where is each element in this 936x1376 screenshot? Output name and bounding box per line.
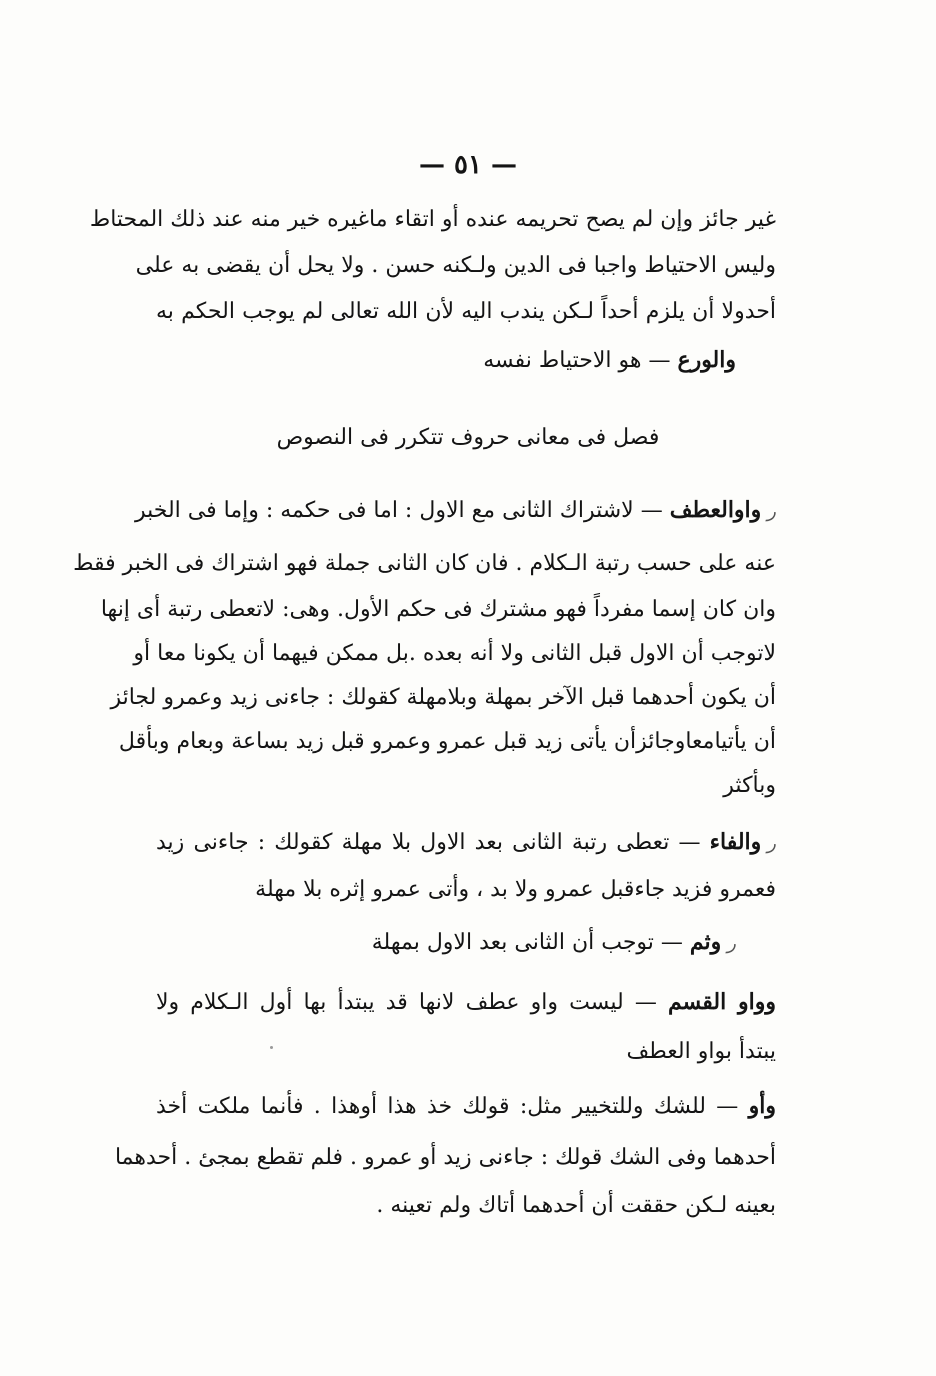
definition-text: — لاشتراك الثانى مع الاول : اما فى حكمه : وإما فى الخبر bbox=[134, 498, 670, 523]
text-line: غير جائز وإن لم يصح تحريمه عنده أو اتقاء ماغيره خير منه عند ذلك المحتاط bbox=[89, 207, 776, 232]
term-waw-qasam: وواو القسم bbox=[668, 989, 776, 1015]
text-line: لاتوجب أن الاول قبل الثانى ولا أنه بعده .بل ممكن فيهما أن يكونا معا أو bbox=[133, 641, 776, 666]
definition-text: — توجب أن الثانى بعد الاول بمهلة bbox=[371, 930, 690, 955]
definition-fa bbox=[156, 822, 776, 866]
term-aw: وأو bbox=[748, 1093, 776, 1119]
term-fa: والفاء bbox=[709, 829, 762, 855]
definition-waw-atf bbox=[134, 490, 776, 534]
text-line: أن يكون أحدهما قبل الآخر بمهلة وبلامهلة كقولك : جاءنى زيد وعمرو لجائز bbox=[110, 685, 776, 710]
text-line: يبتدأ بواو العطف bbox=[626, 1039, 776, 1064]
text-line: أن يأتيامعاوجائزأن يأتى زيد قبل عمرو وعمرو قبل زيد بساعة وبعام وبأقل bbox=[118, 729, 776, 754]
definition-aw bbox=[156, 1086, 776, 1130]
term-waw-atf: واوالعطف bbox=[669, 497, 762, 523]
definition-text: — للشك وللتخيير مثل: قولك خذ هذا أوهذا . فأنما ملكت أخذ bbox=[156, 1094, 749, 1119]
text-line: عنه على حسب رتبة الـكلام . فان كان الثانى جملة فهو اشتراك فى الخبر فقط bbox=[73, 551, 776, 576]
definition-text: — تعطى رتبة الثانى بعد الاول بلا مهلة كقولك : جاءنى زيد bbox=[156, 830, 710, 855]
definition-text: — ليست واو عطف لانها قد يبتدأ بها أول الـكلام ولا bbox=[156, 990, 668, 1015]
term-wara: والورع bbox=[677, 347, 736, 373]
term-thumma: وثم bbox=[689, 929, 722, 955]
definition-text: — هو الاحتياط نفسه bbox=[483, 348, 678, 373]
text-line: أحدهما وفى الشك قولك : جاءنى زيد أو عمرو . فلم تقطع بمجئ . أحدهما bbox=[114, 1145, 776, 1170]
definition-thumma bbox=[372, 922, 736, 966]
section-title: فصل فى معانى حروف تتكرر فى النصوص bbox=[276, 425, 660, 450]
definition-wara bbox=[483, 340, 736, 384]
speck bbox=[270, 1046, 273, 1049]
text-line: بعينه لـكن حققت أن أحدهما أتاك ولم تعينه . bbox=[376, 1193, 776, 1218]
margin-mark: ر bbox=[767, 501, 776, 522]
margin-mark: ر bbox=[727, 933, 736, 954]
text-line: أحدولا أن يلزم أحداً لـكن يندب اليه لأن الله تعالى لم يوجب الحكم به bbox=[156, 299, 776, 324]
margin-mark: ر bbox=[767, 833, 776, 854]
text-line: فعمرو فزيد جاءقبل عمرو ولا بد ، وأتى عمرو إثره بلا مهلة bbox=[255, 877, 776, 902]
text-line: وبأكثر bbox=[723, 773, 776, 798]
definition-waw-qasam bbox=[156, 982, 776, 1026]
text-line: وان كان إسما مفرداً فهو مشترك فى حكم الأول. وهى: لاتعطى رتبة أى إنها bbox=[100, 597, 776, 622]
text-line: وليس الاحتياط واجبا فى الدين ولـكنه حسن . ولا يحل أن يقضى به على bbox=[135, 253, 776, 278]
page-number: — ٥١ — bbox=[418, 150, 518, 180]
